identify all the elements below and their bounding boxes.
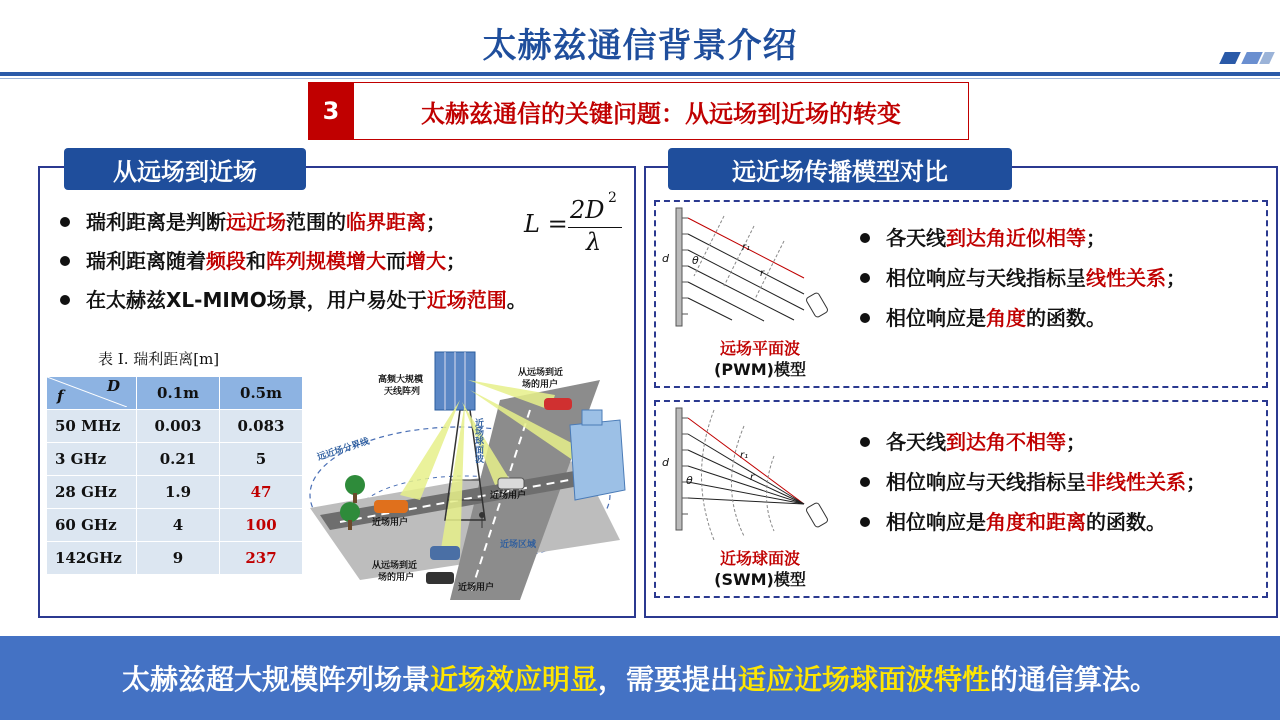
scene-label-far-to-near-2: 场的用户 (522, 380, 559, 390)
table-cell: 5 (220, 443, 303, 476)
conclusion-banner (0, 636, 1280, 720)
bullet-dot (860, 233, 870, 243)
table-row (47, 443, 303, 476)
pwm-bullet-2-text (886, 266, 1186, 290)
bullet-dot (60, 217, 70, 227)
left-bullet-3-text (86, 288, 527, 312)
highlight-text: 频段 (206, 249, 246, 273)
scene-label-near-user-3: 近场用户 (458, 583, 495, 593)
scene-label-array-1: 高频大规模 (378, 375, 424, 385)
conclusion-text (122, 658, 1158, 698)
highlight-text: 远近场 (226, 210, 286, 234)
highlight-text: 适应近场球面波特性 (738, 663, 991, 696)
swm-bullet-1 (860, 426, 1086, 455)
table-cell: 9 (137, 542, 220, 575)
highlight-text: 增大 (406, 249, 446, 273)
formula-denominator: λ (586, 228, 602, 256)
formula-numerator: 2D (570, 196, 605, 224)
left-bullet-1 (60, 206, 446, 235)
left-bullet-2-text (86, 249, 466, 273)
plain-text: 相位响应是 (886, 306, 986, 330)
table-caption: 表 I. 瑞利距离[m] (98, 350, 220, 368)
swm-bullet-3-text (886, 510, 1166, 534)
table-row (47, 542, 303, 575)
corner-d: D (107, 377, 121, 395)
bullet-dot (860, 273, 870, 283)
scene-label-near-user-1: 近场用户 (490, 491, 527, 501)
pwm-bullet-3 (860, 302, 1106, 331)
bullet-dot (60, 256, 70, 266)
pwm-bullet-1 (860, 222, 1106, 251)
left-bullet-1-text (86, 210, 446, 234)
bullet-dot (860, 517, 870, 527)
table-cell: 0.003 (137, 410, 220, 443)
table-cell: 4 (137, 509, 220, 542)
corner-f: f (57, 387, 64, 405)
plain-text: ； (446, 249, 466, 273)
scene-label-far-to-near-b1: 从远场到近 (372, 561, 418, 571)
table-corner-cell (47, 377, 137, 410)
plain-text: ； (1186, 470, 1206, 494)
plain-text: 的通信算法。 (990, 663, 1159, 696)
plain-text: 相位响应与天线指标呈 (886, 470, 1086, 494)
table-header: 0.5m (220, 377, 303, 410)
swm-symbol-d: d (662, 456, 669, 469)
scene-label-near-area: 近场区域 (500, 540, 537, 550)
pwm-symbol-r: r (760, 268, 765, 279)
swm-label: (SWM)模型 (714, 570, 806, 589)
table-cell-freq: 60 GHz (47, 509, 137, 542)
highlight-text: 近场效应明显 (429, 663, 598, 696)
plain-text: 瑞利距离随着 (86, 249, 206, 273)
page-title: 太赫兹通信背景介绍 (482, 26, 798, 66)
section-number: 3 (308, 82, 354, 140)
scene-graphic (300, 340, 630, 602)
pwm-bullet-1-text (886, 226, 1106, 250)
pwm-symbol-theta: θ (692, 254, 699, 267)
scene-label-near-user-2: 近场用户 (372, 518, 409, 528)
pwm-label: (PWM)模型 (714, 360, 806, 379)
pwm-symbol-r1: r₁ (742, 242, 751, 253)
pwm-bullet-2 (860, 262, 1186, 291)
highlight-text: 临界距离 (346, 210, 426, 234)
plain-text: ，需要提出 (597, 663, 738, 696)
scene-label-far-to-near-b2: 场的用户 (378, 573, 415, 583)
scene-label-near-boundary: 近场球面波 (473, 418, 483, 463)
highlight-text: 到达角不相等 (946, 430, 1066, 454)
plain-text: ； (1166, 266, 1186, 290)
rayleigh-table (46, 376, 303, 575)
rayleigh-table-grid (46, 376, 303, 575)
swm-label-red: 近场球面波 (719, 549, 800, 568)
highlight-text: 角度 (986, 306, 1026, 330)
plain-text: 各天线 (886, 226, 946, 250)
table-header: 0.1m (137, 377, 220, 410)
highlight-text: 近场范围 (426, 288, 507, 312)
swm-bullet-1-text (886, 430, 1086, 454)
scene-label-far-to-near-1: 从远场到近 (518, 368, 564, 378)
plain-text: 在太赫兹XL-MIMO场景，用户易处于 (86, 288, 427, 312)
table-cell: 100 (220, 509, 303, 542)
swm-symbol-r: r (750, 472, 755, 483)
table-row (47, 476, 303, 509)
table-cell: 0.083 (220, 410, 303, 443)
right-panel-tab: 远近场传播模型对比 (668, 148, 1012, 190)
scene-label-array-2: 天线阵列 (384, 387, 421, 397)
table-cell-freq: 50 MHz (47, 410, 137, 443)
swm-symbol-theta: θ (686, 474, 693, 487)
plain-text: 瑞利距离是判断 (86, 210, 226, 234)
pwm-symbol-d: d (662, 252, 669, 265)
pwm-graphic (664, 206, 844, 336)
highlight-text: 阵列规模增大 (266, 249, 386, 273)
table-cell: 1.9 (137, 476, 220, 509)
left-bullet-2 (60, 245, 466, 274)
pwm-label-red: 远场平面波 (719, 339, 800, 358)
left-bullet-3 (60, 284, 527, 313)
plain-text: 相位响应是 (886, 510, 986, 534)
bullet-dot (60, 295, 70, 305)
plain-text: 各天线 (886, 430, 946, 454)
swm-bullet-2 (860, 466, 1206, 495)
highlight-text: 线性关系 (1086, 266, 1166, 290)
table-cell: 237 (220, 542, 303, 575)
bullet-dot (860, 437, 870, 447)
swm-symbol-r1: r₁ (740, 450, 749, 461)
pwm-diagram (664, 206, 844, 336)
swm-bullet-3 (860, 506, 1166, 535)
left-panel-tab: 从远场到近场 (64, 148, 306, 190)
formula-exponent: 2 (608, 190, 617, 206)
plain-text: 相位响应与天线指标呈 (886, 266, 1086, 290)
section-title: 太赫兹通信的关键问题：从远场到近场的转变 (354, 82, 969, 140)
title-underline (0, 72, 1280, 76)
highlight-text: 角度和距离 (986, 510, 1086, 534)
table-cell-freq: 142GHz (47, 542, 137, 575)
table-row (47, 509, 303, 542)
pwm-bullet-3-text (886, 306, 1106, 330)
table-cell-freq: 3 GHz (47, 443, 137, 476)
plain-text: ； (426, 210, 446, 234)
swm-diagram (664, 406, 844, 540)
swm-bullet-2-text (886, 470, 1206, 494)
table-row (47, 410, 303, 443)
formula-lhs: L = (524, 210, 568, 238)
plain-text: 的函数。 (1026, 306, 1106, 330)
plain-text: 范围的 (286, 210, 346, 234)
table-cell: 0.21 (137, 443, 220, 476)
bullet-dot (860, 477, 870, 487)
table-cell-freq: 28 GHz (47, 476, 137, 509)
rayleigh-formula (524, 190, 634, 266)
scene-label-far-boundary: 远近场分界线 (316, 436, 371, 464)
plain-text: 和 (246, 249, 266, 273)
plain-text: 。 (506, 288, 527, 312)
scene-illustration (300, 340, 630, 602)
plain-text: 而 (386, 249, 406, 273)
highlight-text: 到达角近似相等 (946, 226, 1086, 250)
plain-text: ； (1066, 430, 1086, 454)
title-underline-thin (0, 78, 1280, 79)
highlight-text: 非线性关系 (1086, 470, 1186, 494)
plain-text: ； (1086, 226, 1106, 250)
table-cell: 47 (220, 476, 303, 509)
bullet-dot (860, 313, 870, 323)
plain-text: 的函数。 (1086, 510, 1166, 534)
plain-text: 太赫兹超大规模阵列场景 (121, 663, 430, 696)
